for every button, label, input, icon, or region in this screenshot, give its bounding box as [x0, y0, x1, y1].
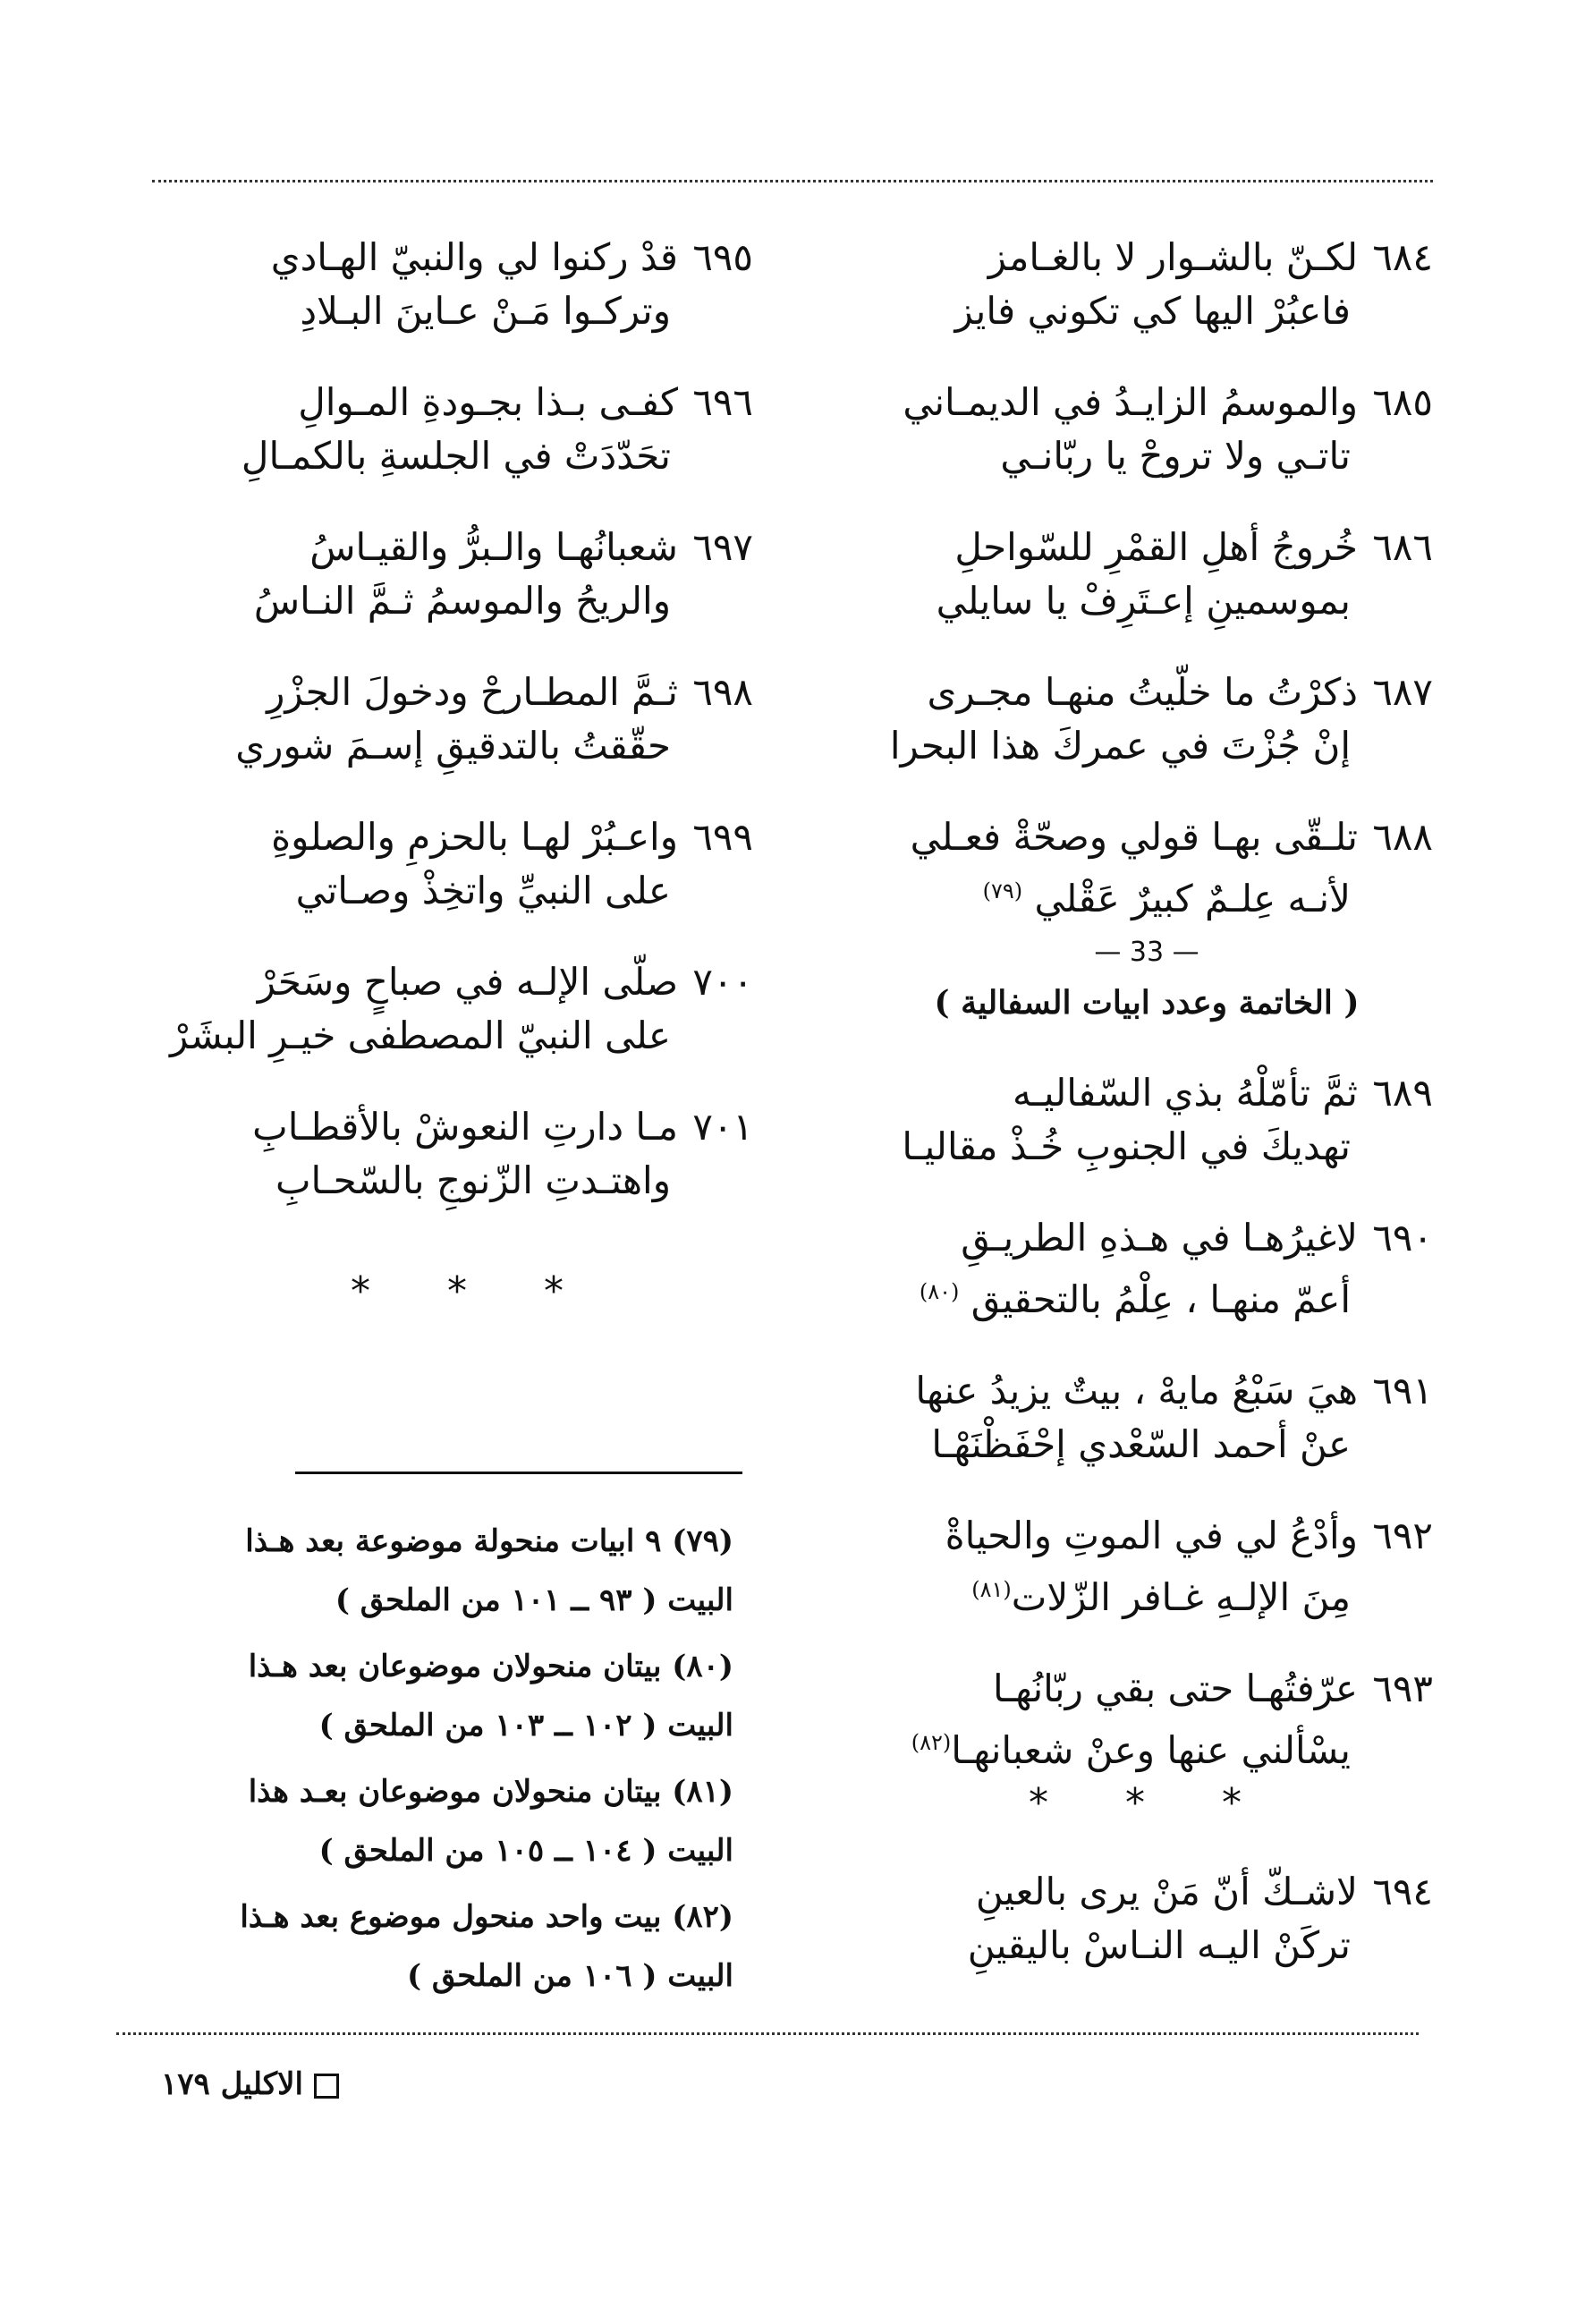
- verse-number: ٦٩٩: [692, 815, 753, 859]
- verse-line-2: على النبيّ المصطفى خيـرِ البشَرْ: [170, 1014, 671, 1057]
- verse: [136, 1100, 753, 1208]
- verse-line-1: قدْ ركنوا لي والنبيّ الهـادي: [270, 235, 678, 279]
- verse-line-2: تحَدّدَتْ في الجلسةِ بالكمـالِ: [241, 434, 671, 478]
- verse-line-2: والريحُ والموسمُ ثـمَّ النـاسُ: [253, 579, 671, 623]
- section-heading: ( الخاتمة وعدد ابيات السفالية ): [934, 984, 1360, 1022]
- verse-line-2: أعمّ منهـا ، عِلْمُ بالتحقيق: [970, 1277, 1351, 1321]
- verse-number: ٦٩٨: [692, 670, 753, 714]
- verse-line-2: بموسمينِ إعـتَرِفْ يا سايلي: [936, 579, 1351, 623]
- verse: [860, 1211, 1433, 1327]
- verse-number: ٦٩١: [1372, 1369, 1433, 1412]
- verse-number: ٦٩٠: [1372, 1216, 1433, 1260]
- verse-line-2: واهتـدتِ الزّنوجِ بالسّحـابِ: [275, 1158, 671, 1202]
- footnote-line-1: (٨٠) بيتان منحولان موضوعان بعد هـذا: [248, 1649, 733, 1684]
- verse: [136, 376, 753, 483]
- verse-line-1: لكـنّ بالشـوار لا بالغـامز: [987, 235, 1358, 279]
- verse: [860, 1364, 1433, 1472]
- verse-line-1: وأدْعُ لي في الموتِ والحياةْ: [945, 1514, 1358, 1557]
- footnote-rule: [295, 1472, 742, 1474]
- footnote-ref: (٨٠): [919, 1279, 960, 1304]
- bottom-dotted-rule: [116, 2032, 1419, 2035]
- verse-number: ٦٨٨: [1372, 815, 1433, 859]
- footnote: [116, 1887, 733, 2006]
- verse-line-2: تهديكَ في الجنوبِ خُـذْ مقاليـا: [902, 1124, 1351, 1168]
- footnote-line-1: (٧٩) ٩ ابيات منحولة موضوعة بعد هـذا: [245, 1523, 733, 1559]
- verse-number: ٦٩٧: [692, 525, 753, 569]
- verse: [860, 231, 1433, 338]
- verse-line-1: لاغيرُهـا في هـذهِ الطريـقِ: [961, 1216, 1358, 1260]
- verse-line-1: لاشـكّ أنّ مَنْ يرى بالعينِ: [975, 1870, 1358, 1913]
- verse-number: ٦٩٣: [1372, 1667, 1433, 1710]
- verse-line-1: مـا دارتِ النعوشْ بالأقطـابِ: [252, 1105, 678, 1149]
- verse-number: ٦٩٥: [692, 235, 753, 279]
- verse: [136, 521, 753, 628]
- end-stars: * * *: [351, 1268, 596, 1314]
- right-column: [860, 231, 1433, 1815]
- verse-line-1: كفـى بـذا بجـودةِ المـوالِ: [298, 380, 678, 424]
- verse-line-2: مِنَ الإلـهِ غـافر الزّلات: [1011, 1575, 1351, 1619]
- verse-number: ٦٩٤: [1372, 1870, 1433, 1913]
- verse-number: ٧٠٠: [692, 960, 753, 1004]
- verse-line-2: تركَنْ اليـه النـاسْ باليقينِ: [967, 1923, 1351, 1967]
- verse-line-2: عنْ أحمد السّعْدي إحْفَظْنَهْـا: [931, 1422, 1351, 1466]
- verse-line-1: والموسمُ الزايـدُ في الديمـاني: [903, 380, 1358, 424]
- footnote: [116, 1762, 733, 1880]
- verse: [860, 1662, 1433, 1777]
- verse-line-1: شعبانُهـا والـبرُّ والقيـاسُ: [309, 525, 678, 569]
- verse-number: ٦٩٢: [1372, 1514, 1433, 1557]
- verse: [136, 955, 753, 1063]
- footnote: [116, 1512, 733, 1630]
- footnote-line-2: البيت ( ١٠٢ ــ ١٠٣ من الملحق ): [318, 1708, 733, 1743]
- footnote-line-1: (٨١) بيتان منحولان موضوعان بعـد هذا: [248, 1774, 733, 1810]
- footnote-ref: (٨١): [971, 1577, 1012, 1602]
- verse: [860, 1066, 1433, 1174]
- verse-line-2: فاعبُرْ اليها كي تكوني فايز: [954, 289, 1351, 333]
- footer-page-number: ١٧٩: [161, 2066, 210, 2102]
- footnote-ref: (٨٢): [911, 1730, 952, 1755]
- verse-line-1: واعـبُرْ لهـا بالحزمِ والصلوةِ: [271, 815, 678, 859]
- verse: [136, 810, 753, 918]
- verse-line-1: خُروجُ أهلِ القمْرِ للسّواحلِ: [954, 525, 1358, 569]
- footnote-line-2: البيت ( ١٠٦ من الملحق ): [407, 1958, 733, 1994]
- verse: [860, 376, 1433, 483]
- left-column: [136, 231, 753, 1245]
- page-number: — 33 —: [1094, 937, 1199, 968]
- verse-number: ٦٨٦: [1372, 525, 1433, 569]
- journal-name: الاكليل: [220, 2066, 303, 2102]
- right-column-end: [860, 1865, 1433, 2010]
- verse-line-1: هيَ سَبْعُ مايهْ ، بيتٌ يزيدُ عنها: [915, 1369, 1358, 1412]
- verse-line-1: صلّى الإلـه في صباحٍ وسَحَرْ: [257, 960, 678, 1004]
- verse-line-2: إنْ جُزْتَ في عمركَ هذا البحرا: [889, 724, 1351, 768]
- footnote: [116, 1637, 733, 1755]
- verse-line-1: عرّفتُهـا حتى بقي ربّانُهـا: [992, 1667, 1358, 1710]
- square-icon: [314, 2074, 339, 2099]
- verse-line-2: على النبيِّ واتخِذْ وصـاتي: [295, 869, 671, 912]
- verse: [136, 666, 753, 773]
- verse-line-1: ذكرْتُ ما خلّيتُ منهـا مجـرى: [927, 670, 1358, 714]
- verse-line-2: لأنـه عِلـمٌ كبيرٌ عَقْلي: [1034, 877, 1351, 920]
- verse-line-2: حقّقتُ بالتدقيقِ إسـمَ شوري: [235, 724, 671, 768]
- verse-line-1: تلـقّى بهـا قولي وصحّةْ فعـلي: [910, 815, 1358, 859]
- section-stars: * * *: [1029, 1780, 1274, 1826]
- top-dotted-rule: [152, 180, 1433, 182]
- verse-line-2: وتركـوا مَـنْ عـاينَ البـلادِ: [300, 289, 671, 333]
- verse-line-1: ثمَّ تأمّلْهُ بذي السّفاليـه: [1013, 1071, 1358, 1115]
- verse: [860, 1865, 1433, 1972]
- verse-number: ٧٠١: [692, 1105, 753, 1149]
- verse: [860, 521, 1433, 628]
- verse-number: ٦٩٦: [692, 380, 753, 424]
- verse: [860, 810, 1433, 926]
- footnote-ref: (٧٩): [982, 878, 1023, 903]
- verse-line-1: ثـمَّ المطـارحْ ودخولَ الجزْرِ: [267, 670, 678, 714]
- verse-number: ٦٨٩: [1372, 1071, 1433, 1115]
- verse: [136, 231, 753, 338]
- verse: [860, 1509, 1433, 1624]
- verse: [860, 666, 1433, 773]
- footnotes: [116, 1512, 733, 2013]
- verse-number: ٦٨٤: [1372, 235, 1433, 279]
- verse-line-2: يسْألني عنها وعنْ شعبانهـا: [951, 1728, 1351, 1772]
- verse-number: ٦٨٧: [1372, 670, 1433, 714]
- verse-line-2: تاتـي ولا تروحْ يا ربّانـي: [1000, 434, 1351, 478]
- footnote-line-2: البيت ( ٩٣ ــ ١٠١ من الملحق ): [335, 1582, 733, 1618]
- page-footer: [161, 2066, 353, 2102]
- verse-number: ٦٨٥: [1372, 380, 1433, 424]
- footnote-line-1: (٨٢) بيت واحد منحول موضوع بعد هـذا: [240, 1899, 733, 1935]
- footnote-line-2: البيت ( ١٠٤ ــ ١٠٥ من الملحق ): [318, 1833, 733, 1869]
